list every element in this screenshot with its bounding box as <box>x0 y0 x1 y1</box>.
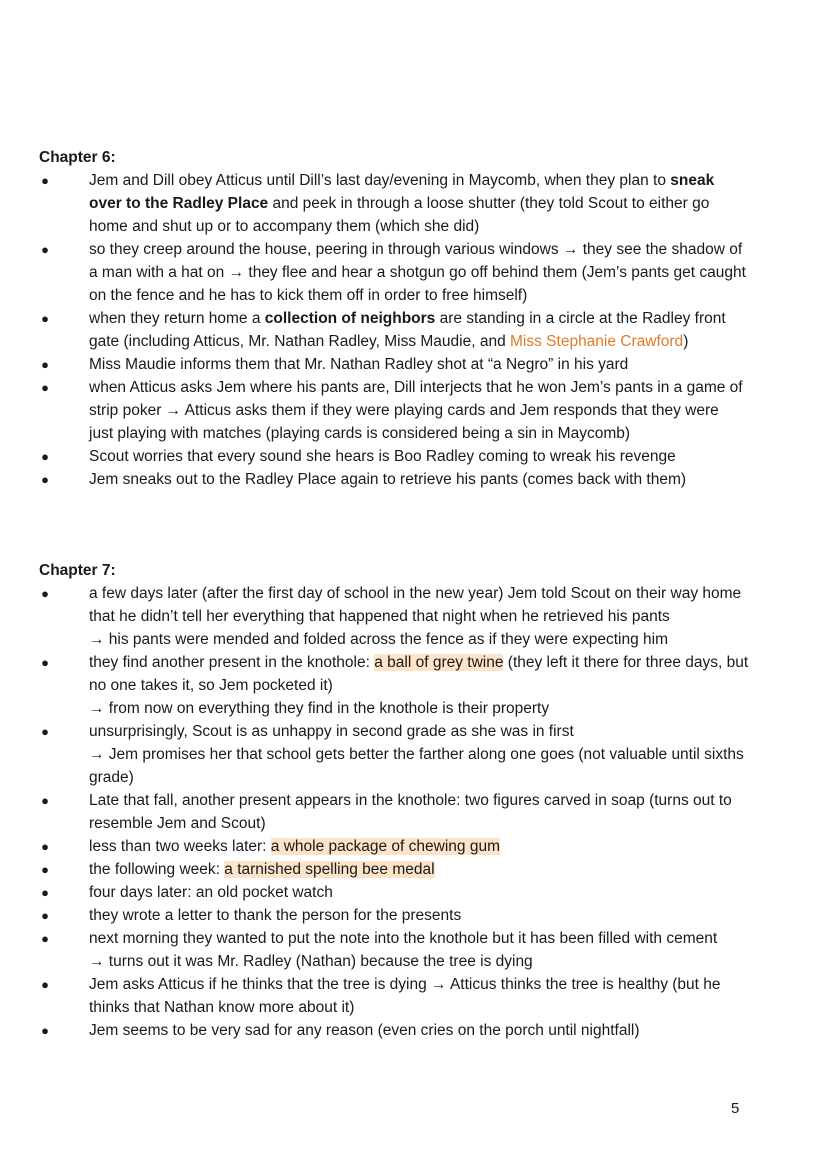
bullet-item <box>39 376 809 445</box>
bullet-text-line <box>89 743 809 766</box>
bullet-icon: ● <box>41 885 49 900</box>
text-run: on the fence and he has to kick them off in order to free himself) <box>89 287 528 304</box>
text-run: unsurprisingly, Scout is as unhappy in second grade as she was in first <box>89 723 574 740</box>
text-run: they wrote a letter to thank the person for the presents <box>89 907 462 924</box>
text-run: ) <box>683 333 689 350</box>
text-run: next morning they wanted to put the note into the knothole but it has been filled with cement <box>89 930 718 947</box>
bullet-icon: ● <box>41 724 49 739</box>
text-run: → Jem promises her that school gets better the farther along one goes (not valuable until sixths <box>89 746 744 763</box>
text-run: Jem and Dill obey Atticus until Dill’s last day/evening in Maycomb, when they plan to <box>89 172 671 189</box>
bullet-icon: ● <box>41 586 49 601</box>
bullet-item <box>39 835 809 858</box>
bullet-icon: ● <box>41 311 49 326</box>
bullet-text-line <box>89 215 809 238</box>
text-run: Jem asks Atticus if he thinks that the tree is dying → Atticus thinks the tree is healthy (but he <box>89 976 721 993</box>
text-run: → his pants were mended and folded across the fence as if they were expecting him <box>89 631 668 648</box>
chapter-6-title: Chapter 6: <box>39 149 116 166</box>
text-run: just playing with matches (playing cards is considered being a sin in Maycomb) <box>89 425 631 442</box>
chapter-6-section <box>39 146 809 491</box>
bullet-item <box>39 445 809 468</box>
text-run: no one takes it, so Jem pocketed it) <box>89 677 333 694</box>
chapter-7-bullet-list <box>39 582 809 1042</box>
bold-text: sneak <box>670 172 715 189</box>
text-run: Late that fall, another present appears in the knothole: two figures carved in soap (turns out to <box>89 792 732 809</box>
bullet-item <box>39 973 809 1019</box>
text-run: the following week: <box>89 861 225 878</box>
bullet-item <box>39 468 809 491</box>
bullet-text-line <box>89 307 809 330</box>
bullet-item <box>39 169 809 238</box>
text-run: (they left it there for three days, but <box>503 654 749 671</box>
bullet-item <box>39 238 809 307</box>
bullet-icon: ● <box>41 1023 49 1038</box>
bullet-icon: ● <box>41 908 49 923</box>
bullet-text-line <box>89 812 809 835</box>
bullet-text-line <box>89 628 809 651</box>
chapter-6-bullet-list <box>39 169 809 491</box>
bullet-text-line <box>89 353 809 376</box>
bullet-text-line <box>89 720 809 743</box>
bullet-text-line <box>89 169 809 192</box>
bullet-text-line <box>89 376 809 399</box>
bullet-text-line <box>89 284 809 307</box>
bullet-icon: ● <box>41 472 49 487</box>
bullet-text-line <box>89 973 809 996</box>
bullet-item <box>39 881 809 904</box>
bullet-icon: ● <box>41 380 49 395</box>
bullet-icon: ● <box>41 173 49 188</box>
text-run: a few days later (after the first day of school in the new year) Jem told Scout on their way home <box>89 585 742 602</box>
text-run: gate (including Atticus, Mr. Nathan Radley, Miss Maudie, and <box>89 333 511 350</box>
bold-text: over to the Radley Place <box>89 195 269 212</box>
bold-text: collection of neighbors <box>264 310 436 327</box>
bullet-text-line <box>89 422 809 445</box>
bullet-icon: ● <box>41 862 49 877</box>
bullet-item <box>39 582 809 651</box>
bullet-text-line <box>89 445 809 468</box>
bullet-text-line <box>89 1019 809 1042</box>
text-run: are standing in a circle at the Radley front <box>435 310 726 327</box>
orange-text: Miss Stephanie Crawford <box>510 333 684 350</box>
bullet-icon: ● <box>41 839 49 854</box>
bullet-text-line <box>89 582 809 605</box>
bullet-item <box>39 307 809 353</box>
bullet-text-line <box>89 927 809 950</box>
text-run: so they creep around the house, peering in through various windows → they see the shadow of <box>89 241 743 258</box>
highlighted-text: a whole package of chewing gum <box>270 838 500 855</box>
text-run: → from now on everything they find in the knothole is their property <box>89 700 550 717</box>
bullet-text-line <box>89 399 809 422</box>
bullet-item <box>39 651 809 720</box>
bullet-text-line <box>89 697 809 720</box>
bullet-item <box>39 789 809 835</box>
text-run: less than two weeks later: <box>89 838 271 855</box>
text-run: → turns out it was Mr. Radley (Nathan) because the tree is dying <box>89 953 533 970</box>
bullet-text-line <box>89 651 809 674</box>
bullet-icon: ● <box>41 793 49 808</box>
bullet-item <box>39 1019 809 1042</box>
bullet-text-line <box>89 605 809 628</box>
bullet-text-line <box>89 881 809 904</box>
text-run: four days later: an old pocket watch <box>89 884 333 901</box>
text-run: strip poker → Atticus asks them if they were playing cards and Jem responds that they were <box>89 402 719 419</box>
bullet-icon: ● <box>41 977 49 992</box>
text-run: and peek in through a loose shutter (they told Scout to either go <box>268 195 710 212</box>
text-run: grade) <box>89 769 134 786</box>
chapter-7-section <box>39 559 809 1042</box>
text-run: Miss Maudie informs them that Mr. Nathan Radley shot at “a Negro” in his yard <box>89 356 629 373</box>
bullet-icon: ● <box>41 242 49 257</box>
page-number: 5 <box>731 1100 740 1117</box>
bullet-item <box>39 353 809 376</box>
bullet-text-line <box>89 858 809 881</box>
bullet-icon: ● <box>41 449 49 464</box>
bullet-icon: ● <box>41 655 49 670</box>
bullet-icon: ● <box>41 931 49 946</box>
bullet-text-line <box>89 835 809 858</box>
text-run: thinks that Nathan know more about it) <box>89 999 355 1016</box>
bullet-text-line <box>89 904 809 927</box>
bullet-text-line <box>89 330 809 353</box>
bullet-text-line <box>89 468 809 491</box>
text-run: Jem sneaks out to the Radley Place again to retrieve his pants (comes back with them) <box>89 471 687 488</box>
bullet-icon: ● <box>41 357 49 372</box>
text-run: they find another present in the knothole: <box>89 654 375 671</box>
bullet-item <box>39 720 809 789</box>
text-run: Scout worries that every sound she hears is Boo Radley coming to wreak his revenge <box>89 448 676 465</box>
bullet-text-line <box>89 789 809 812</box>
chapter-7-title: Chapter 7: <box>39 562 116 579</box>
bullet-item <box>39 927 809 973</box>
bullet-text-line <box>89 674 809 697</box>
bullet-text-line <box>89 766 809 789</box>
bullet-text-line <box>89 238 809 261</box>
bullet-text-line <box>89 950 809 973</box>
text-run: that he didn’t tell her everything that happened that night when he retrieved his pants <box>89 608 670 625</box>
text-run: resemble Jem and Scout) <box>89 815 266 832</box>
text-run: Jem seems to be very sad for any reason (even cries on the porch until nightfall) <box>89 1022 640 1039</box>
bullet-item <box>39 904 809 927</box>
highlighted-text: a ball of grey twine <box>374 654 504 671</box>
text-run: a man with a hat on → they flee and hear a shotgun go off behind them (Jem’s pants get caught <box>89 264 746 281</box>
highlighted-text: a tarnished spelling bee medal <box>224 861 435 878</box>
bullet-text-line <box>89 261 809 284</box>
text-run: home and shut up or to accompany them (which she did) <box>89 218 480 235</box>
bullet-item <box>39 858 809 881</box>
bullet-text-line <box>89 996 809 1019</box>
bullet-text-line <box>89 192 809 215</box>
text-run: when they return home a <box>89 310 265 327</box>
text-run: when Atticus asks Jem where his pants are, Dill interjects that he won Jem’s pants in a game of <box>89 379 743 396</box>
